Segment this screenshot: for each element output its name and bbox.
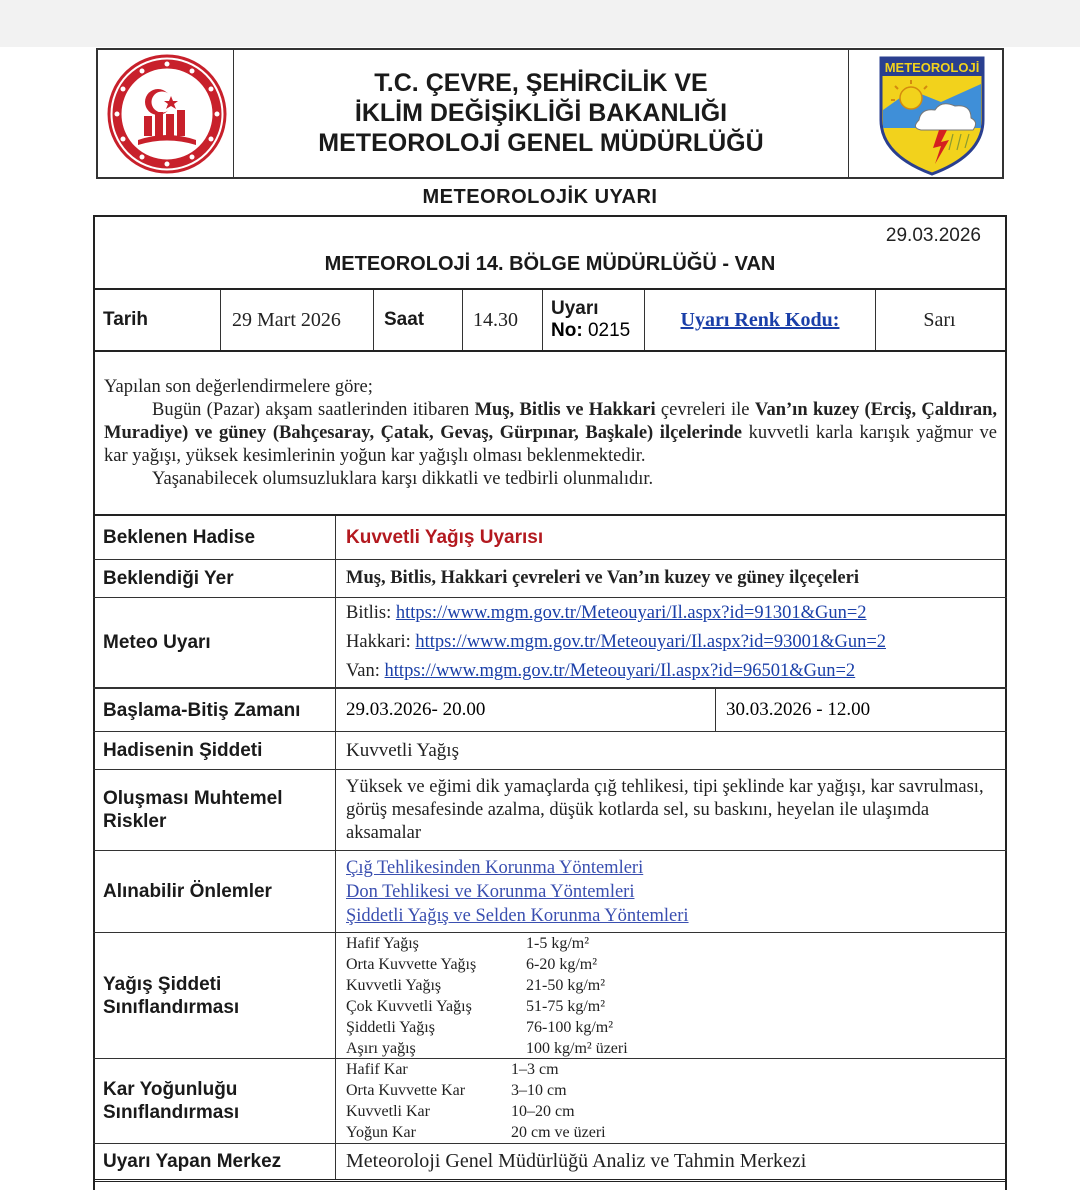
logo-text: METEOROLOJİ bbox=[884, 60, 980, 75]
snow-class-label bbox=[93, 1059, 336, 1143]
warning-no-label-1: Uyarı bbox=[551, 298, 599, 319]
row-expected-place bbox=[93, 560, 1007, 598]
title-line-1: T.C. ÇEVRE, ŞEHİRCİLİK VE bbox=[374, 69, 708, 97]
meteo-link[interactable]: https://www.mgm.gov.tr/Meteouyari/Il.aspx?id=91301&Gun=2 bbox=[395, 603, 867, 623]
class-name: Aşırı yağış bbox=[346, 1040, 416, 1057]
time-label-cell bbox=[374, 290, 463, 350]
time-value: 14.30 bbox=[473, 308, 518, 331]
rain-class-table bbox=[346, 933, 999, 1059]
risks-cell bbox=[346, 770, 999, 850]
color-code-link[interactable]: Uyarı Renk Kodu: bbox=[680, 308, 840, 331]
class-range: 1–3 cm bbox=[511, 1061, 559, 1078]
meteo-link-item bbox=[346, 657, 999, 686]
class-range: 20 cm ve üzeri bbox=[511, 1124, 606, 1141]
table-row bbox=[346, 996, 999, 1017]
rain-class-cell bbox=[346, 933, 999, 1058]
desc-text-a: Bugün (Pazar) akşam saatlerinden itibaren bbox=[152, 400, 475, 420]
table-row bbox=[346, 1101, 999, 1122]
class-range: 3–10 cm bbox=[511, 1082, 567, 1099]
class-name: Şiddetli Yağış bbox=[346, 1019, 435, 1036]
warning-no-label-2: No: bbox=[551, 320, 583, 341]
start-time: 29.03.2026- 20.00 bbox=[346, 699, 486, 720]
class-name: Orta Kuvvette Kar bbox=[346, 1082, 466, 1099]
start-end-label: Başlama-Bitiş Zamanı bbox=[93, 689, 336, 731]
class-range: 10–20 cm bbox=[511, 1103, 575, 1120]
meteo-links bbox=[346, 598, 999, 687]
measure-link[interactable]: Şiddetli Yağış ve Selden Korunma Yöntemleri bbox=[346, 906, 689, 926]
risks-value: Yüksek ve eğimi dik yamaçlarda çığ tehlikesi, tipi şeklinde kar yağışı, kar savrulması, görüş mesafesinde azalma, düşük kotlarda sel, su baskını, heyelan ile ulaşımda aksamalar bbox=[346, 777, 984, 843]
class-range: 21-50 kg/m² bbox=[526, 977, 606, 994]
table-row bbox=[346, 1017, 999, 1038]
warning-no-value: 0215 bbox=[587, 320, 631, 341]
table-row bbox=[346, 954, 999, 975]
title-line-3: METEOROLOJİ GENEL MÜDÜRLÜĞÜ bbox=[318, 129, 764, 157]
rain-class-label bbox=[93, 933, 336, 1058]
warning-no-line bbox=[551, 320, 630, 342]
meteo-link-item bbox=[346, 599, 999, 628]
class-name: Çok Kuvvetli Yağış bbox=[346, 998, 472, 1015]
table-row bbox=[346, 1122, 999, 1143]
class-name: Orta Kuvvette Yağış bbox=[346, 956, 477, 973]
class-range: 100 kg/m² üzeri bbox=[526, 1040, 628, 1057]
institution-title bbox=[234, 68, 848, 158]
expected-place-cell bbox=[346, 560, 999, 597]
risks-label-line-1: Oluşması Muhtemel bbox=[103, 788, 283, 809]
desc-text-b: Muş, Bitlis ve Hakkari bbox=[474, 400, 656, 420]
rain-class-label-line-1: Yağış Şiddeti bbox=[103, 973, 222, 995]
class-name: Yoğun Kar bbox=[346, 1124, 416, 1141]
color-code-value: Sarı bbox=[923, 308, 956, 331]
issuing-center-label: Uyarı Yapan Merkez bbox=[93, 1144, 336, 1179]
snow-class-table bbox=[346, 1059, 999, 1143]
top-bar bbox=[0, 0, 1080, 47]
table-row bbox=[346, 975, 999, 996]
class-name: Hafif Yağış bbox=[346, 935, 419, 952]
description-intro: Yapılan son değerlendirmelere göre; bbox=[104, 377, 373, 397]
issuing-center-cell bbox=[346, 1144, 999, 1179]
measure-link[interactable]: Çığ Tehlikesinden Korunma Yöntemleri bbox=[346, 858, 644, 878]
row-snow-classification bbox=[93, 1059, 1007, 1144]
measures-links bbox=[346, 851, 999, 932]
meteo-city: Bitlis: bbox=[346, 603, 396, 623]
desc-text-e: kuvvetli karla karışık yağmur ve kar yağışı, yüksek kesimlerinin yoğun kar yağışlı olması beklenmektedir. bbox=[104, 423, 997, 466]
end-time: 30.03.2026 - 12.00 bbox=[726, 699, 871, 720]
row-severity bbox=[93, 732, 1007, 770]
meteo-link[interactable]: https://www.mgm.gov.tr/Meteouyari/Il.aspx?id=93001&Gun=2 bbox=[415, 632, 886, 652]
warning-title: METEOROLOJİK UYARI bbox=[422, 186, 658, 208]
issue-date: 29.03.2026 bbox=[885, 225, 981, 246]
date-value-cell bbox=[221, 290, 374, 350]
meteo-link[interactable]: https://www.mgm.gov.tr/Meteouyari/Il.aspx?id=96501&Gun=2 bbox=[384, 661, 856, 681]
snow-class-label-line-1: Kar Yoğunluğu bbox=[103, 1079, 238, 1100]
class-range: 6-20 kg/m² bbox=[526, 956, 598, 973]
row-risks bbox=[93, 770, 1007, 851]
severity-label: Hadisenin Şiddeti bbox=[93, 732, 336, 769]
ministry-logo bbox=[98, 50, 234, 177]
row-measures bbox=[93, 851, 1007, 933]
row-meteo-warning bbox=[93, 598, 1007, 688]
date-label: Tarih bbox=[103, 309, 149, 330]
issuing-center-value: Meteoroloji Genel Müdürlüğü Analiz ve Tahmin Merkezi bbox=[346, 1150, 807, 1172]
class-range: 51-75 kg/m² bbox=[526, 998, 606, 1015]
date-value: 29 Mart 2026 bbox=[232, 308, 341, 331]
class-range: 76-100 kg/m² bbox=[526, 1019, 614, 1036]
expected-event-label: Beklenen Hadise bbox=[93, 516, 336, 559]
date-label-cell bbox=[93, 290, 221, 350]
expected-place-label: Beklendiği Yer bbox=[93, 560, 336, 597]
severity-value: Kuvvetli Yağış bbox=[346, 739, 459, 761]
table-row bbox=[346, 933, 999, 954]
row-rain-classification bbox=[93, 933, 1007, 1059]
ministry-seal-icon bbox=[98, 50, 233, 177]
snow-class-label-line-2: Sınıflandırması bbox=[103, 1102, 240, 1123]
rain-class-label-line-2: Sınıflandırması bbox=[103, 996, 240, 1018]
meteoroloji-logo bbox=[848, 50, 1002, 177]
desc-text-c: çevreleri ile bbox=[655, 400, 755, 420]
meteo-warning-label: Meteo Uyarı bbox=[93, 598, 336, 687]
region-header bbox=[93, 215, 1007, 290]
severity-cell bbox=[346, 732, 999, 769]
color-code-value-cell bbox=[876, 290, 1003, 350]
meteoroloji-shield-icon bbox=[849, 50, 1002, 177]
document-header bbox=[96, 48, 1004, 179]
title-line-2: İKLİM DEĞİŞİKLİĞİ BAKANLIĞI bbox=[354, 99, 728, 127]
row-issuing-center bbox=[93, 1144, 1007, 1182]
table-row bbox=[346, 1080, 999, 1101]
meteo-city: Van: bbox=[346, 661, 385, 681]
warning-no-cell bbox=[543, 290, 645, 350]
time-label: Saat bbox=[384, 309, 425, 330]
desc-text-d: Van’ın kuzey (Erciş, Çaldıran, Muradiye) ve güney (Bahçesaray, Çatak, Gevaş, Gürpınar, Başkale) ilçelerinde bbox=[104, 400, 997, 443]
expected-event-cell bbox=[346, 516, 999, 559]
end-time-cell bbox=[715, 689, 870, 731]
risks-label bbox=[93, 770, 336, 850]
expected-place-value: Muş, Bitlis, Hakkari çevreleri ve Van’ın kuzey ve güney ilçeçeleri bbox=[346, 568, 859, 588]
region-name: METEOROLOJİ 14. BÖLGE MÜDÜRLÜĞÜ - VAN bbox=[324, 253, 776, 275]
risks-label-line-2: Riskler bbox=[103, 811, 167, 832]
info-row bbox=[93, 290, 1007, 352]
class-range: 1-5 kg/m² bbox=[526, 935, 590, 952]
meteo-link-item bbox=[346, 628, 999, 657]
class-name: Kuvvetli Kar bbox=[346, 1103, 430, 1120]
description-paragraph-1 bbox=[104, 399, 997, 468]
measure-link[interactable]: Don Tehlikesi ve Korunma Yöntemleri bbox=[346, 882, 635, 902]
description-paragraph-2: Yaşanabilecek olumsuzluklara karşı dikkatli ve tedbirli olunmalıdır. bbox=[152, 469, 654, 489]
expected-event-value: Kuvvetli Yağış Uyarısı bbox=[346, 526, 544, 548]
table-row bbox=[346, 1038, 999, 1059]
snow-class-cell bbox=[346, 1059, 999, 1143]
table-row bbox=[346, 1059, 999, 1080]
measures-label: Alınabilir Önlemler bbox=[93, 851, 336, 932]
start-time-cell bbox=[346, 689, 706, 731]
class-name: Hafif Kar bbox=[346, 1061, 408, 1078]
warning-description bbox=[93, 352, 1007, 516]
row-start-end-time bbox=[93, 688, 1007, 732]
meteo-city: Hakkari: bbox=[346, 632, 416, 652]
color-code-label-cell bbox=[645, 290, 876, 350]
time-value-cell bbox=[463, 290, 543, 350]
row-expected-event bbox=[93, 516, 1007, 560]
class-name: Kuvvetli Yağış bbox=[346, 977, 442, 994]
